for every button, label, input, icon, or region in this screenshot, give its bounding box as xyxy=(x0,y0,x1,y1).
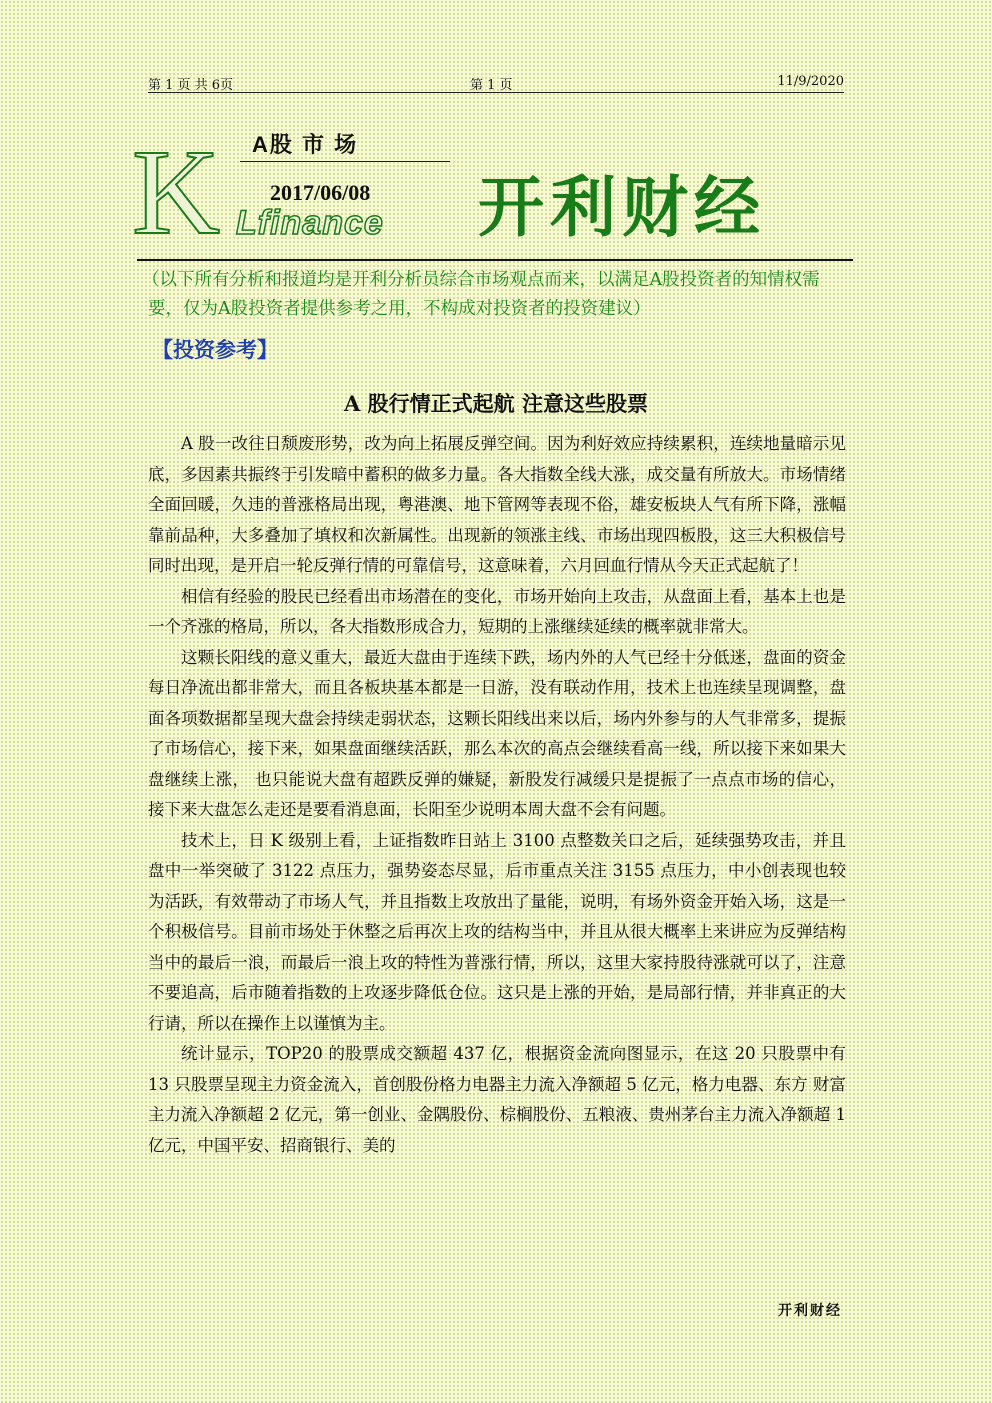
paragraph: 统计显示，TOP20 的股票成交额超 437 亿，根据资金流向图显示，在这 20 只股票中有 13 只股票呈现主力资金流入，首创股份格力电器主力流入净额超 5 亿元，格力电器、东方 财富主力流入净额超 2 亿元，第一创业、金隅股份、棕榈股份、五粮液、贵州茅台主力流入净额超 1 亿元，中国平安、招商银行、美的 xyxy=(148,1044,846,1155)
paragraph: 相信有经验的股民已经看出市场潜在的变化，市场开始向上攻击，从盘面上看，基本上也是一个齐涨的格局，所以，各大指数形成合力，短期的上涨继续延续的概率就非常大。 xyxy=(148,586,846,636)
paragraph: A 股一改往日颓废形势，改为向上拓展反弹空间。因为利好效应持续累积，连续地量暗示见底，多因素共振终于引发暗中蓄积的做多力量。各大指数全线大涨，成交量有所放大。市场情绪全面回暖，久违的普涨格局出现，粤港澳、地下管网等表现不俗，雄安板块人气有所下降，涨幅靠前品种，大多叠加了填权和次新属性。出现新的领涨主线、市场出现四板股，这三大积极信号同时出现，是开启一轮反弹行情的可靠信号，这意味着，六月回血行情从今天正式起航了！ xyxy=(148,434,846,575)
kfinance-logo-text: Lfinance xyxy=(236,204,384,242)
footer-brand: 开利财经 xyxy=(778,1303,842,1319)
page-number: 第 1 页 xyxy=(470,78,513,93)
section-label: 【投资参考】 xyxy=(152,337,278,362)
page-header xyxy=(148,72,844,93)
issue-date: 2017/06/08 xyxy=(270,180,371,205)
paragraph: 这颗长阳线的意义重大，最近大盘由于连续下跌，场内外的人气已经十分低迷，盘面的资金每日净流出都非常大，而且各板块基本都是一日游，没有联动作用，技术上也连续呈现调整，盘面各项数据都呈现大盘会持续走弱状态，这颗长阳线出来以后，场内外参与的人气非常多，提振了市场信心，接下来，如果盘面继续活跃，那么本次的高点会继续看高一线，所以接下来如果大盘继续上涨， 也只能说大盘有超跌反弹的嫌疑，新股发行减缓只是提振了一点点市场的信心，接下来大盘怎么走还是要看消息面，长阳至少说明本周大盘不会有问题。 xyxy=(148,647,846,819)
k-logo-letter: K xyxy=(132,125,221,260)
paragraph: 技术上，日 K 级别上看，上证指数昨日站上 3100 点整数关口之后，延续强势攻击，并且盘中一举突破了 3122 点压力，强势姿态尽显，后市重点关注 3155 点压力，中小创表现也较为活跃，有效带动了市场人气，并且指数上攻放出了量能，说明，有场外资金开始入场，这是一个积极信号。目前市场处于休整之后再次上攻的结构当中，并且从很大概率上来讲应为反弹结构当中的最后一浪，而最后一浪上攻的特性为普涨行情，所以，这里大家持股待涨就可以了，注意不要追高，后市随着指数的上攻逐步降低仓位。这只是上涨的开始，是局部行情，并非真正的大行请，所以在操作上以谨慎为主。 xyxy=(148,830,846,1033)
market-label: A股 市 场 xyxy=(252,132,359,157)
page-count: 第 1 页 共 6页 xyxy=(148,78,234,93)
masthead xyxy=(132,126,844,266)
article-title: A 股行情正式起航 注意这些股票 xyxy=(344,391,648,416)
header-date: 11/9/2020 xyxy=(777,74,844,89)
article-body xyxy=(148,429,846,1161)
masthead-divider xyxy=(240,161,450,162)
masthead-rule xyxy=(137,259,853,261)
brand-title: 开利财经 xyxy=(478,169,766,246)
disclaimer: （以下所有分析和报道均是开利分析员综合市场观点而来，以满足A股投资者的知情权需要，仅为A股投资者提供参考之用，不构成对投资者的投资建议） xyxy=(142,270,820,319)
